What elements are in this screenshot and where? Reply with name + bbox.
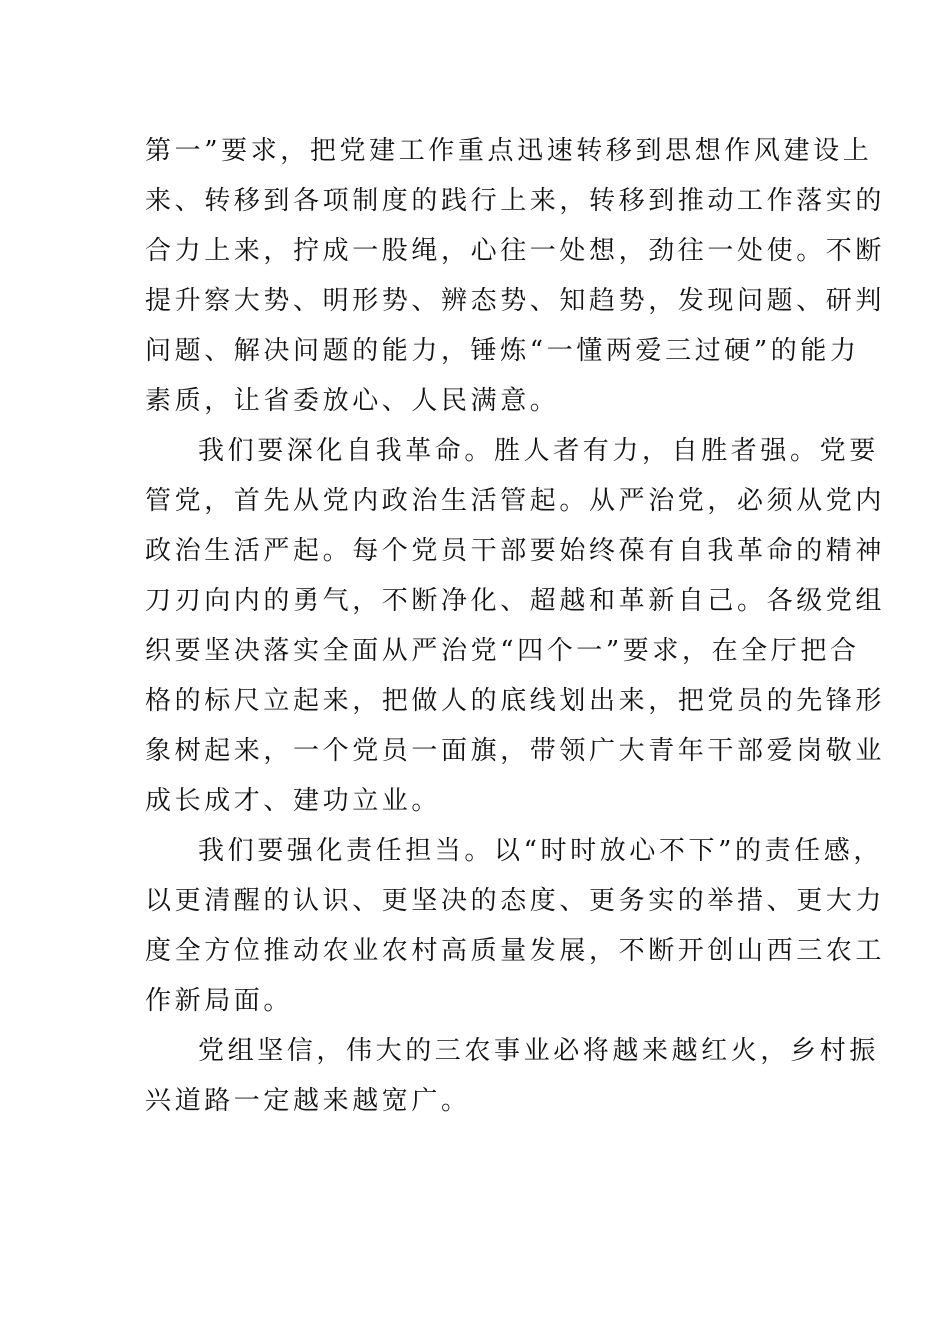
text-line: 问题、解决问题的能力，锤炼“一懂两爱三过硬”的能力 [145,336,860,366]
text-line: 成长成才、建功立业。 [145,786,442,816]
text-line: 格的标尺立起来，把做人的底线划出来，把党员的先锋形 [145,686,886,716]
text-line: 刀刃向内的勇气，不断净化、超越和革新自己。各级党组 [145,586,886,616]
document-body [145,126,886,1126]
text-line: 以更清醒的认识、更坚决的态度、更务实的举措、更大力 [145,886,886,916]
paragraph-start-line: 党组坚信，伟大的三农事业必将越来越红火，乡村振 [198,1036,879,1066]
text-line: 合力上来，拧成一股绳，心往一处想，劲往一处使。不断 [145,236,886,266]
text-line: 度全方位推动农业农村高质量发展，不断开创山西三农工 [145,936,886,966]
text-line: 素质，让省委放心、人民满意。 [145,386,560,416]
text-line: 来、转移到各项制度的践行上来，转移到推动工作落实的 [145,186,886,216]
text-line: 织要坚决落实全面从严治党“四个一”要求，在全厅把合 [145,636,860,666]
paragraph-start-line: 我们要强化责任担当。以“时时放心不下”的责任感， [198,836,883,866]
text-line: 兴道路一定越来越宽广。 [145,1086,471,1116]
text-line: 作新局面。 [145,986,294,1016]
text-line: 政治生活严起。每个党员干部要始终葆有自我革命的精神 [145,536,886,566]
paragraph-start-line: 我们要深化自我革命。胜人者有力，自胜者强。党要 [198,436,879,466]
text-line: 提升察大势、明形势、辨态势、知趋势，发现问题、研判 [145,286,886,316]
text-line: 管党，首先从党内政治生活管起。从严治党，必须从党内 [145,486,886,516]
text-line: 第一”要求，把党建工作重点迅速转移到思想作风建设上 [145,136,873,166]
text-line: 象树起来，一个党员一面旗，带领广大青年干部爱岗敬业 [145,736,886,766]
